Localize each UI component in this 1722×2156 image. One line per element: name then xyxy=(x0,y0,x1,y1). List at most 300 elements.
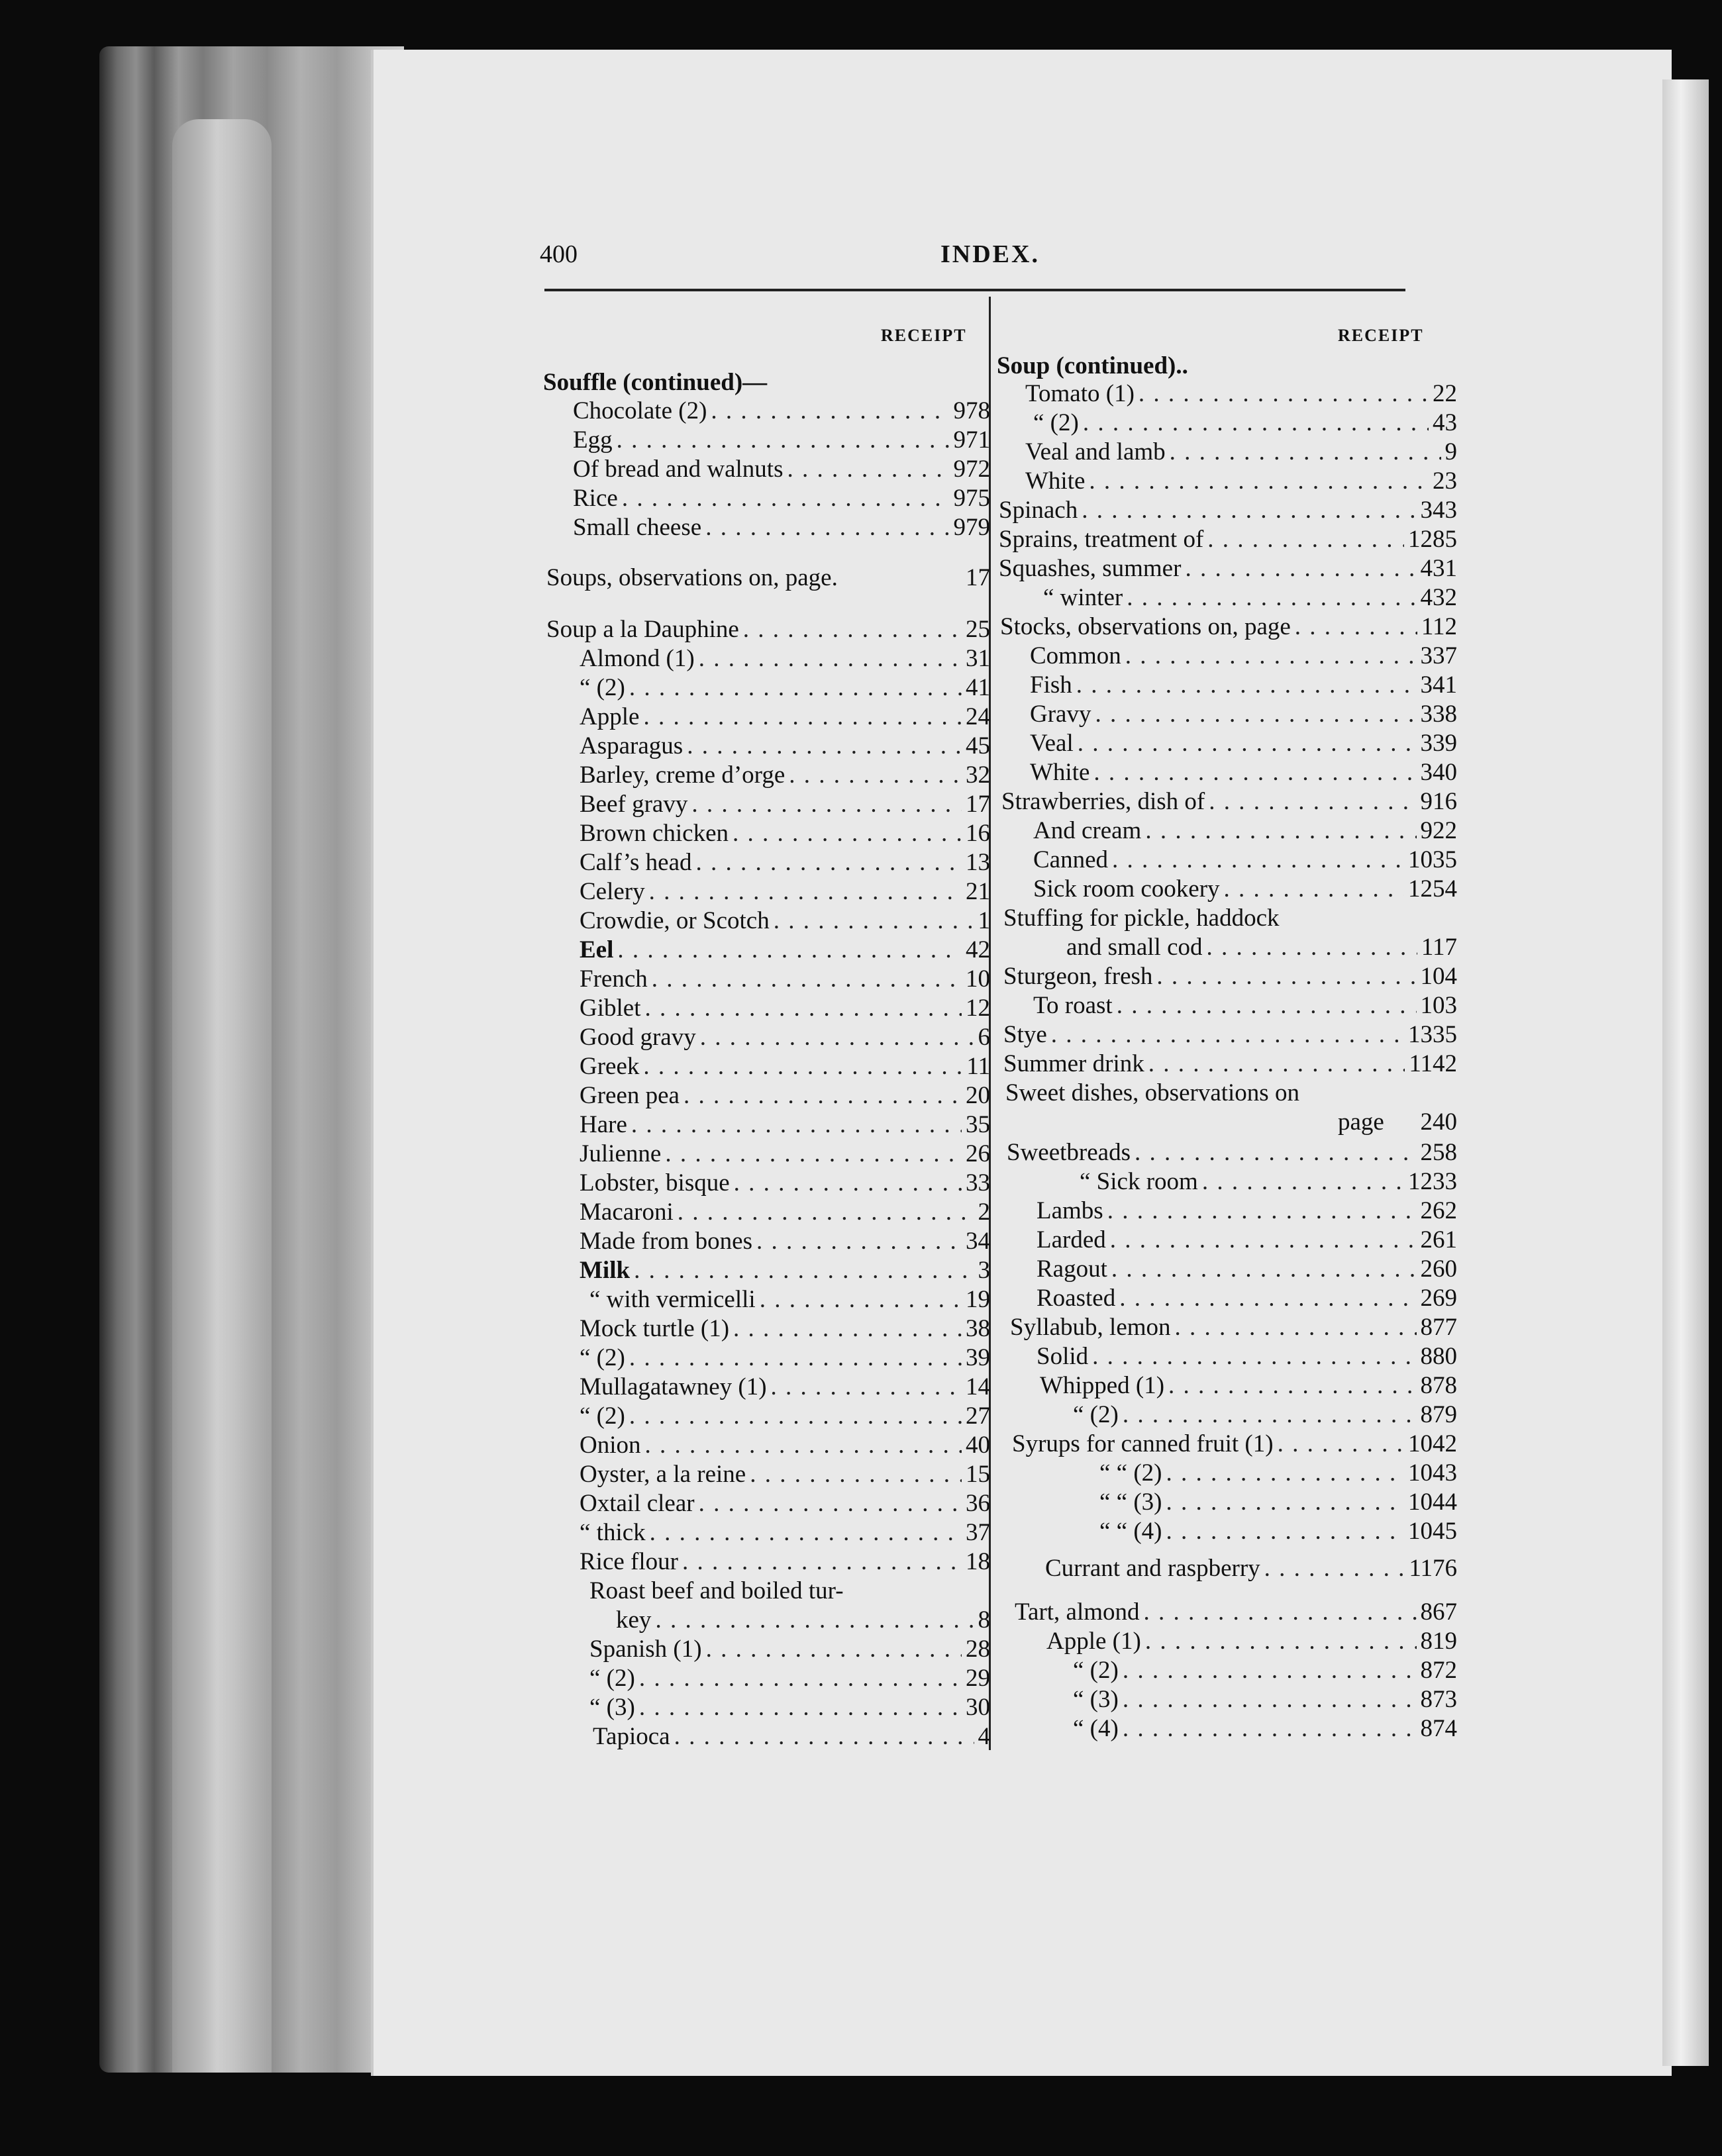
index-entry xyxy=(580,964,990,995)
dot-leader xyxy=(1295,612,1417,642)
index-entry xyxy=(1033,408,1457,438)
index-entry xyxy=(1037,1283,1457,1314)
index-entry xyxy=(1066,932,1457,963)
receipt-number: 33 xyxy=(966,1169,990,1197)
dot-leader xyxy=(639,1692,962,1723)
index-entry xyxy=(580,1401,990,1432)
index-entry xyxy=(580,673,990,703)
receipt-number: 431 xyxy=(1420,555,1457,582)
dot-leader xyxy=(617,935,962,965)
index-entry xyxy=(1005,1078,1457,1108)
receipt-number: 6 xyxy=(978,1024,990,1051)
entry-title-soups-observations-on-page: Soups, observations on, page. xyxy=(546,564,838,591)
index-entry xyxy=(580,1226,990,1257)
index-entry xyxy=(1030,699,1457,730)
dot-leader xyxy=(733,1314,962,1344)
entry-title-calf-s-head: Calf’s head xyxy=(580,849,692,876)
index-entry xyxy=(580,877,990,907)
receipt-number: 975 xyxy=(953,485,990,512)
entry-title-3: “ (3) xyxy=(1073,1686,1119,1713)
book-spine-roll xyxy=(172,119,272,2073)
entry-title-soup-continued: Soup (continued).. xyxy=(997,352,1188,379)
receipt-number: 17 xyxy=(966,791,990,818)
receipt-number: 874 xyxy=(1420,1715,1457,1742)
receipt-number: 21 xyxy=(966,878,990,905)
entry-title-common: Common xyxy=(1030,642,1121,669)
dot-leader xyxy=(750,1459,962,1490)
dot-leader xyxy=(1175,1312,1417,1343)
dot-leader xyxy=(711,396,949,426)
entry-title-small-cheese: Small cheese xyxy=(573,514,702,541)
dot-leader xyxy=(774,906,974,936)
entry-title-tapioca: Tapioca xyxy=(593,1723,670,1750)
entry-title-3: “ “ (3) xyxy=(1099,1489,1162,1516)
receipt-number: 14 xyxy=(966,1373,990,1400)
dot-leader xyxy=(1095,699,1416,730)
entry-title-crowdie-or-scotch: Crowdie, or Scotch xyxy=(580,907,770,934)
receipt-number: 337 xyxy=(1420,642,1457,669)
receipt-number: 1043 xyxy=(1408,1459,1457,1487)
dot-leader xyxy=(706,1634,962,1665)
entry-title-beef-gravy: Beef gravy xyxy=(580,791,688,818)
dot-leader xyxy=(789,760,962,791)
dot-leader xyxy=(699,1489,962,1519)
entry-title-apple: Apple xyxy=(580,703,640,730)
dot-leader xyxy=(684,1081,962,1111)
index-entry xyxy=(1033,874,1457,905)
entry-title-canned: Canned xyxy=(1033,846,1109,873)
index-entry xyxy=(1030,728,1457,759)
receipt-number: 1285 xyxy=(1408,526,1457,553)
receipt-number: 269 xyxy=(1420,1285,1457,1312)
entry-title-2: “ (2) xyxy=(1073,1657,1119,1684)
index-entry xyxy=(1037,1254,1457,1285)
receipt-number: 341 xyxy=(1420,671,1457,699)
dot-leader xyxy=(705,513,949,543)
index-entry xyxy=(580,1255,990,1286)
dot-leader xyxy=(1278,1429,1404,1459)
index-entry xyxy=(1099,1487,1457,1518)
entry-title-made-from-bones: Made from bones xyxy=(580,1228,752,1255)
index-entry xyxy=(1025,466,1457,497)
entry-title-souffle-continued: Souffle (continued)— xyxy=(543,369,768,396)
dot-leader xyxy=(1092,1342,1416,1372)
dot-leader xyxy=(682,1547,962,1577)
receipt-number: 19 xyxy=(966,1286,990,1313)
index-entry xyxy=(580,1081,990,1111)
header-rule xyxy=(544,289,1405,291)
receipt-number: 878 xyxy=(1420,1372,1457,1399)
index-entry xyxy=(593,1722,990,1752)
entry-title-hare: Hare xyxy=(580,1111,627,1138)
receipt-number: 28 xyxy=(966,1636,990,1663)
entry-title-sweetbreads: Sweetbreads xyxy=(1007,1139,1131,1166)
index-entry xyxy=(1003,903,1457,934)
receipt-number: 2 xyxy=(978,1199,990,1226)
receipt-number: 112 xyxy=(1421,613,1457,640)
dot-leader xyxy=(622,483,950,514)
dot-leader xyxy=(687,731,962,761)
receipt-number: 867 xyxy=(1420,1598,1457,1626)
receipt-number: 36 xyxy=(966,1490,990,1517)
entry-title-asparagus: Asparagus xyxy=(580,732,684,760)
index-entry xyxy=(573,396,990,426)
index-entry xyxy=(543,368,990,398)
receipt-number: 22 xyxy=(1433,380,1457,407)
entry-title-egg: Egg xyxy=(573,426,613,454)
entry-title-4: “ “ (4) xyxy=(1099,1518,1162,1545)
dot-leader xyxy=(1145,816,1416,846)
receipt-number: 37 xyxy=(966,1519,990,1546)
index-entry xyxy=(580,906,990,936)
entry-title-sweet-dishes-observations-on: Sweet dishes, observations on xyxy=(1005,1079,1299,1106)
dot-leader xyxy=(1082,495,1416,526)
dot-leader xyxy=(1123,1400,1417,1430)
entry-title-good-gravy: Good gravy xyxy=(580,1024,696,1051)
dot-leader xyxy=(1117,991,1417,1021)
index-entry xyxy=(580,644,990,674)
entry-title-spinach: Spinach xyxy=(999,497,1078,524)
dot-leader xyxy=(756,1226,962,1257)
dot-leader xyxy=(1125,641,1417,671)
dot-leader xyxy=(678,1197,974,1228)
dot-leader xyxy=(644,993,962,1024)
entry-title-2: “ (2) xyxy=(580,674,625,701)
dot-leader xyxy=(1144,1597,1417,1628)
entry-title-chocolate-2: Chocolate (2) xyxy=(573,397,707,424)
receipt-number: 10 xyxy=(966,965,990,993)
receipt-number: 32 xyxy=(966,761,990,789)
receipt-number: 41 xyxy=(966,674,990,701)
entry-title-stocks-observations-on-page: Stocks, observations on, page xyxy=(1000,613,1291,640)
entry-title-of-bread-and-walnuts: Of bread and walnuts xyxy=(573,456,784,483)
entry-title-white: White xyxy=(1025,467,1086,495)
index-entry xyxy=(580,1459,990,1490)
entry-title-onion: Onion xyxy=(580,1432,641,1459)
dot-leader xyxy=(1127,583,1416,613)
entry-title-ragout: Ragout xyxy=(1037,1255,1107,1283)
dot-leader xyxy=(1089,466,1429,497)
entry-title-barley-creme-d-orge: Barley, creme d’orge xyxy=(580,761,785,789)
dot-leader xyxy=(1076,670,1417,701)
receipt-number: 35 xyxy=(966,1111,990,1138)
receipt-number: 25 xyxy=(966,616,990,643)
dot-leader xyxy=(1156,961,1416,992)
dot-leader xyxy=(674,1722,974,1752)
index-entry xyxy=(580,1139,990,1169)
entry-title-currant-and-raspberry: Currant and raspberry xyxy=(1045,1555,1260,1582)
receipt-number: 877 xyxy=(1420,1314,1457,1341)
receipt-number: 260 xyxy=(1420,1255,1457,1283)
dot-leader xyxy=(1166,1516,1405,1547)
dot-leader xyxy=(771,1372,962,1402)
receipt-number: 872 xyxy=(1420,1657,1457,1684)
receipt-number: 43 xyxy=(1433,409,1457,436)
entry-title-strawberries-dish-of: Strawberries, dish of xyxy=(1001,788,1205,815)
dot-leader xyxy=(1166,1458,1405,1489)
index-entry xyxy=(580,848,990,878)
entry-title-key: key xyxy=(616,1606,652,1634)
dot-leader xyxy=(1209,787,1416,817)
index-entry xyxy=(1073,1714,1457,1744)
entry-title-syllabub-lemon: Syllabub, lemon xyxy=(1010,1314,1171,1341)
entry-title-tart-almond: Tart, almond xyxy=(1015,1598,1140,1626)
dot-leader xyxy=(1224,874,1404,905)
index-entry xyxy=(589,1634,990,1665)
receipt-number: 34 xyxy=(966,1228,990,1255)
receipt-number: 261 xyxy=(1420,1226,1457,1253)
entry-title-soup-a-la-dauphine: Soup a la Dauphine xyxy=(546,616,739,643)
entry-title-greek: Greek xyxy=(580,1053,640,1080)
entry-title-celery: Celery xyxy=(580,878,645,905)
receipt-number: 103 xyxy=(1420,992,1457,1019)
entry-title-spanish-1: Spanish (1) xyxy=(589,1636,702,1663)
index-entry xyxy=(1073,1655,1457,1686)
entry-title-winter: “ winter xyxy=(1043,584,1123,611)
dot-leader xyxy=(1207,932,1417,963)
entry-title-oxtail-clear: Oxtail clear xyxy=(580,1490,695,1517)
index-entry xyxy=(589,1692,990,1723)
entry-title-veal-and-lamb: Veal and lamb xyxy=(1025,438,1166,466)
receipt-number: 17 xyxy=(966,564,990,591)
dot-leader xyxy=(1170,437,1441,467)
receipt-number: 1044 xyxy=(1408,1489,1457,1516)
receipt-number: 1176 xyxy=(1409,1555,1457,1582)
left-receipt-heading: RECEIPT xyxy=(881,326,967,345)
index-entry xyxy=(1012,1429,1457,1459)
entry-title-tomato-1: Tomato (1) xyxy=(1025,380,1135,407)
index-entry xyxy=(1045,1553,1457,1584)
dot-leader xyxy=(629,1401,962,1432)
receipt-number: 27 xyxy=(966,1402,990,1430)
receipt-number: 16 xyxy=(966,820,990,847)
index-entry xyxy=(1025,379,1457,409)
dot-leader xyxy=(691,789,962,820)
receipt-number: 38 xyxy=(966,1315,990,1342)
index-entry xyxy=(1003,961,1457,992)
receipt-number: 42 xyxy=(966,936,990,963)
index-entry xyxy=(573,483,990,514)
index-entry xyxy=(1099,1458,1457,1489)
index-entry xyxy=(1010,1312,1457,1343)
index-entry xyxy=(580,1314,990,1344)
dot-leader xyxy=(1123,1714,1417,1744)
receipt-number: 8 xyxy=(978,1606,990,1634)
dot-leader xyxy=(629,673,962,703)
dot-leader xyxy=(643,702,962,732)
index-entry xyxy=(1037,1342,1457,1372)
receipt-number: 40 xyxy=(966,1432,990,1459)
index-entry xyxy=(580,702,990,732)
index-entry xyxy=(1037,1225,1457,1255)
dot-leader xyxy=(743,614,962,645)
entry-title-sick-room-cookery: Sick room cookery xyxy=(1033,875,1220,903)
receipt-number: 922 xyxy=(1420,817,1457,844)
index-entry xyxy=(580,1489,990,1519)
entry-title-sprains-treatment-of: Sprains, treatment of xyxy=(999,526,1204,553)
receipt-number: 31 xyxy=(966,645,990,672)
receipt-number: 979 xyxy=(953,514,990,541)
receipt-number: 29 xyxy=(966,1665,990,1692)
dot-leader xyxy=(733,818,962,849)
entry-title-green-pea: Green pea xyxy=(580,1082,680,1109)
receipt-number: 258 xyxy=(1420,1139,1457,1166)
receipt-number: 1035 xyxy=(1408,846,1457,873)
index-entry xyxy=(580,1197,990,1228)
dot-leader xyxy=(699,644,962,674)
dot-leader xyxy=(696,848,962,878)
entry-title-milk: Milk xyxy=(580,1257,631,1284)
index-entry xyxy=(616,1605,990,1636)
entry-title-2: “ “ (2) xyxy=(1099,1459,1162,1487)
index-entry xyxy=(580,1372,990,1402)
receipt-number: 30 xyxy=(966,1694,990,1721)
index-entry xyxy=(1080,1167,1457,1197)
receipt-number: 343 xyxy=(1420,497,1457,524)
index-entry xyxy=(580,935,990,965)
entry-title-gravy: Gravy xyxy=(1030,701,1091,728)
dot-leader xyxy=(639,1663,962,1694)
entry-title-giblet: Giblet xyxy=(580,995,641,1022)
dot-leader xyxy=(1110,1225,1417,1255)
index-entry xyxy=(580,760,990,791)
index-entry xyxy=(546,614,990,645)
entry-title-rice: Rice xyxy=(573,485,618,512)
dot-leader xyxy=(650,1518,962,1548)
entry-title-2: “ (2) xyxy=(580,1402,625,1430)
dot-leader xyxy=(700,1022,974,1053)
dot-leader xyxy=(1166,1487,1405,1518)
entry-title-3: “ (3) xyxy=(589,1694,635,1721)
index-entry xyxy=(573,513,990,543)
entry-title-2: “ (2) xyxy=(1033,409,1079,436)
index-entry xyxy=(580,1052,990,1082)
receipt-number: 340 xyxy=(1420,759,1457,786)
dot-leader xyxy=(652,964,962,995)
entry-title-veal: Veal xyxy=(1030,730,1074,757)
index-entry xyxy=(573,425,990,456)
entry-title-stye: Stye xyxy=(1003,1021,1047,1048)
dot-leader xyxy=(734,1168,962,1199)
index-entry xyxy=(999,495,1457,526)
index-entry xyxy=(997,351,1457,381)
dot-leader xyxy=(1145,1626,1417,1657)
entry-title-syrups-for-canned-fruit-1: Syrups for canned fruit (1) xyxy=(1012,1430,1274,1457)
entry-title-sturgeon-fresh: Sturgeon, fresh xyxy=(1003,963,1153,990)
entry-title-french: French xyxy=(580,965,648,993)
entry-title-2: “ (2) xyxy=(589,1665,635,1692)
entry-title-rice-flour: Rice flour xyxy=(580,1548,678,1575)
entry-title-roasted: Roasted xyxy=(1037,1285,1116,1312)
entry-title-lambs: Lambs xyxy=(1037,1197,1103,1224)
index-entry xyxy=(1037,1196,1457,1226)
entry-title-2: “ (2) xyxy=(580,1344,625,1371)
entry-title-2: “ (2) xyxy=(1073,1401,1119,1428)
index-entry xyxy=(589,1663,990,1694)
dot-leader xyxy=(617,425,950,456)
entry-title-almond-1: Almond (1) xyxy=(580,645,695,672)
receipt-number: 4 xyxy=(978,1723,990,1750)
receipt-number: 916 xyxy=(1420,788,1457,815)
index-entry xyxy=(1046,1626,1457,1657)
receipt-number: 26 xyxy=(966,1140,990,1167)
index-entry xyxy=(580,1022,990,1053)
dot-leader xyxy=(634,1255,974,1286)
receipt-number: 1335 xyxy=(1408,1021,1457,1048)
index-entry xyxy=(589,1576,990,1606)
receipt-number: 15 xyxy=(966,1461,990,1488)
dot-leader xyxy=(1107,1196,1417,1226)
dot-leader xyxy=(1111,1254,1417,1285)
index-entry xyxy=(1001,787,1457,817)
entry-title-white: White xyxy=(1030,759,1090,786)
entry-title-with-vermicelli: “ with vermicelli xyxy=(589,1286,756,1313)
index-entry xyxy=(1025,437,1457,467)
index-entry xyxy=(1040,1371,1457,1401)
receipt-number: 1 xyxy=(978,907,990,934)
receipt-number: 1254 xyxy=(1408,875,1457,903)
receipt-number: 13 xyxy=(966,849,990,876)
dot-leader xyxy=(787,454,949,485)
index-entry xyxy=(580,731,990,761)
dot-leader xyxy=(1168,1371,1416,1401)
index-entry xyxy=(580,1518,990,1548)
receipt-number: 23 xyxy=(1433,467,1457,495)
receipt-number: 20 xyxy=(966,1082,990,1109)
entry-title-to-roast: To roast xyxy=(1033,992,1113,1019)
index-entry xyxy=(580,1547,990,1577)
entry-title-summer-drink: Summer drink xyxy=(1003,1050,1144,1077)
entry-title-lobster-bisque: Lobster, bisque xyxy=(580,1169,730,1197)
dot-leader xyxy=(1139,379,1429,409)
receipt-number: 339 xyxy=(1420,730,1457,757)
entry-title-whipped-1: Whipped (1) xyxy=(1040,1372,1165,1399)
dot-leader xyxy=(665,1139,962,1169)
receipt-number: 338 xyxy=(1420,701,1457,728)
index-entry xyxy=(580,818,990,849)
entry-title-mullagatawney-1: Mullagatawney (1) xyxy=(580,1373,767,1400)
index-entry xyxy=(580,1168,990,1199)
entry-title-fish: Fish xyxy=(1030,671,1072,699)
index-entry xyxy=(1030,641,1457,671)
page-number: 400 xyxy=(540,240,578,268)
entry-title-page: page xyxy=(1338,1108,1384,1136)
entry-title-macaroni: Macaroni xyxy=(580,1199,674,1226)
dot-leader xyxy=(631,1110,962,1140)
dot-leader xyxy=(649,877,962,907)
entry-title-squashes-summer: Squashes, summer xyxy=(999,555,1182,582)
receipt-number: 240 xyxy=(1420,1108,1457,1136)
receipt-number: 819 xyxy=(1420,1628,1457,1655)
running-head: INDEX. xyxy=(940,240,1040,268)
dot-leader xyxy=(1148,1049,1405,1079)
dot-leader xyxy=(1051,1020,1404,1050)
entry-title-and-small-cod: and small cod xyxy=(1066,934,1203,961)
index-entry xyxy=(999,554,1457,584)
index-entry xyxy=(580,1343,990,1373)
index-entry xyxy=(1003,1049,1457,1079)
receipt-number: 262 xyxy=(1420,1197,1457,1224)
dot-leader xyxy=(1112,845,1404,875)
dot-leader xyxy=(1207,524,1404,555)
dot-leader xyxy=(1185,554,1416,584)
index-entry xyxy=(1043,583,1457,613)
index-entry xyxy=(580,789,990,820)
receipt-number: 432 xyxy=(1420,584,1457,611)
receipt-number: 18 xyxy=(966,1548,990,1575)
entry-title-stuffing-for-pickle-haddock: Stuffing for pickle, haddock xyxy=(1003,905,1280,932)
dot-leader xyxy=(1123,1655,1417,1686)
